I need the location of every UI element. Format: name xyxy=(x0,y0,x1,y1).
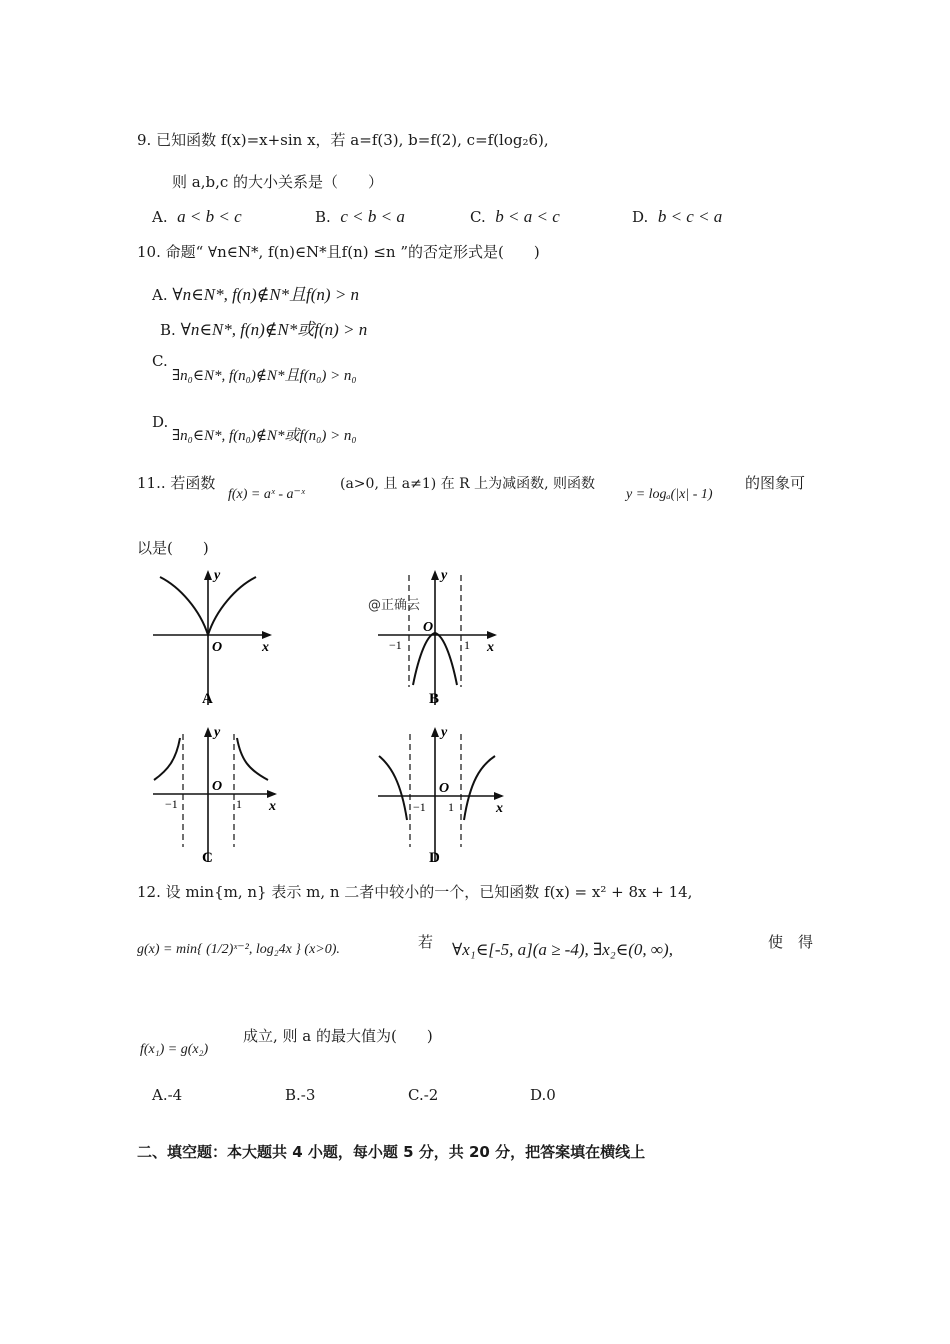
q12-ruo: 若 xyxy=(418,933,434,951)
graph-c-tick-1: 1 xyxy=(236,797,242,811)
q10-option-c-text: ∃n₀∈N*, f(n₀)∉N*且f(n₀) > n₀ xyxy=(172,368,357,384)
graph-b-origin: O xyxy=(423,620,434,635)
q9-option-d: D. b < c < a xyxy=(632,207,723,226)
q12-condition: ∀x₁∈[-5, a](a ≥ -4), ∃x₂∈(0, ∞), xyxy=(452,940,673,959)
graph-c-x-label: x xyxy=(269,799,276,814)
graph-a-x-label: x xyxy=(262,640,269,655)
q12-option-c: C.-2 xyxy=(408,1086,439,1104)
q9-option-a: A. a < b < c xyxy=(152,207,242,226)
graph-d-tick-neg1: −1 xyxy=(413,800,426,814)
q12-shide: 使 得 xyxy=(768,933,814,951)
graph-d-x-label: x xyxy=(496,801,503,816)
graph-d-letter: D xyxy=(429,850,440,866)
q12-option-d: D.0 xyxy=(530,1086,556,1104)
q9-option-b: B. c < b < a xyxy=(315,207,405,226)
q10-option-b: B. ∀n∈N*, f(n)∉N*或f(n) > n xyxy=(160,320,368,339)
graph-b-y-label: y xyxy=(441,568,448,583)
q10-option-d-label: D. xyxy=(152,413,169,431)
q11-stem-a: 11.. 若函数 xyxy=(137,474,216,492)
graph-b-letter: B xyxy=(429,691,440,707)
graph-b-tick-neg1: −1 xyxy=(389,638,402,652)
q11-graph-d xyxy=(375,722,510,872)
q11-graph-c xyxy=(150,722,280,872)
q10-option-c-label: C. xyxy=(152,352,168,370)
watermark: @正确云 xyxy=(368,598,421,613)
graph-c-letter: C xyxy=(202,850,213,866)
q11-graph-a xyxy=(150,565,280,715)
q12-option-a: A.-4 xyxy=(152,1086,183,1104)
graph-d-origin: O xyxy=(439,781,450,796)
q9-stem-line2: 则 a,b,c 的大小关系是（ ） xyxy=(172,173,384,191)
q12-stem: 12. 设 min{m, n} 表示 m, n 二者中较小的一个，已知函数 f(x) = x² + 8x + 14, xyxy=(137,883,693,901)
q9-option-c: C. b < a < c xyxy=(470,207,560,226)
q12-option-b: B.-3 xyxy=(285,1086,316,1104)
q11-function-y: y = logₐ(|x| - 1) xyxy=(626,487,713,502)
graph-b-x-label: x xyxy=(487,640,494,655)
q12-g-definition: g(x) = min{ (1/2)ˣ⁻², log₂4x } (x>0). xyxy=(137,942,340,957)
graph-d-y-label: y xyxy=(441,725,448,740)
q10-option-a: A. ∀n∈N*, f(n)∉N*且f(n) > n xyxy=(152,285,360,304)
q12-equation: f(x₁) = g(x₂) xyxy=(140,1042,209,1057)
q9-stem: 9. 已知函数 f(x)=x+sin x，若 a=f(3), b=f(2), c=f(log₂6), xyxy=(137,131,549,149)
section-2-heading: 二、填空题：本大题共 4 小题，每小题 5 分，共 20 分，把答案填在横线上 xyxy=(137,1143,646,1161)
q11-graph-b xyxy=(375,565,505,715)
graph-c-origin: O xyxy=(212,779,223,794)
q12-stem-line3: 成立, 则 a 的最大值为( ) xyxy=(243,1027,433,1045)
q11-function-f: f(x) = aˣ - a⁻ˣ xyxy=(228,487,305,502)
q10-stem: 10. 命题“ ∀n∈N*, f(n)∈N*且f(n) ≤n ”的否定形式是( ) xyxy=(137,243,540,261)
q10-option-d-text: ∃n₀∈N*, f(n₀)∉N*或f(n₀) > n₀ xyxy=(172,428,357,444)
graph-c-tick-neg1: −1 xyxy=(165,797,178,811)
q11-stem-line2: 以是( ) xyxy=(137,539,209,557)
q11-stem-b: (a>0, 且 a≠1) 在 R 上为减函数, 则函数 xyxy=(340,476,596,492)
q11-stem-c: 的图象可 xyxy=(745,474,806,492)
graph-b-tick-1: 1 xyxy=(464,638,470,652)
graph-a-origin: O xyxy=(212,640,223,655)
graph-a-letter: A xyxy=(202,691,213,707)
graph-d-tick-1: 1 xyxy=(448,800,454,814)
graph-a-y-label: y xyxy=(214,568,221,583)
graph-c-y-label: y xyxy=(214,725,221,740)
